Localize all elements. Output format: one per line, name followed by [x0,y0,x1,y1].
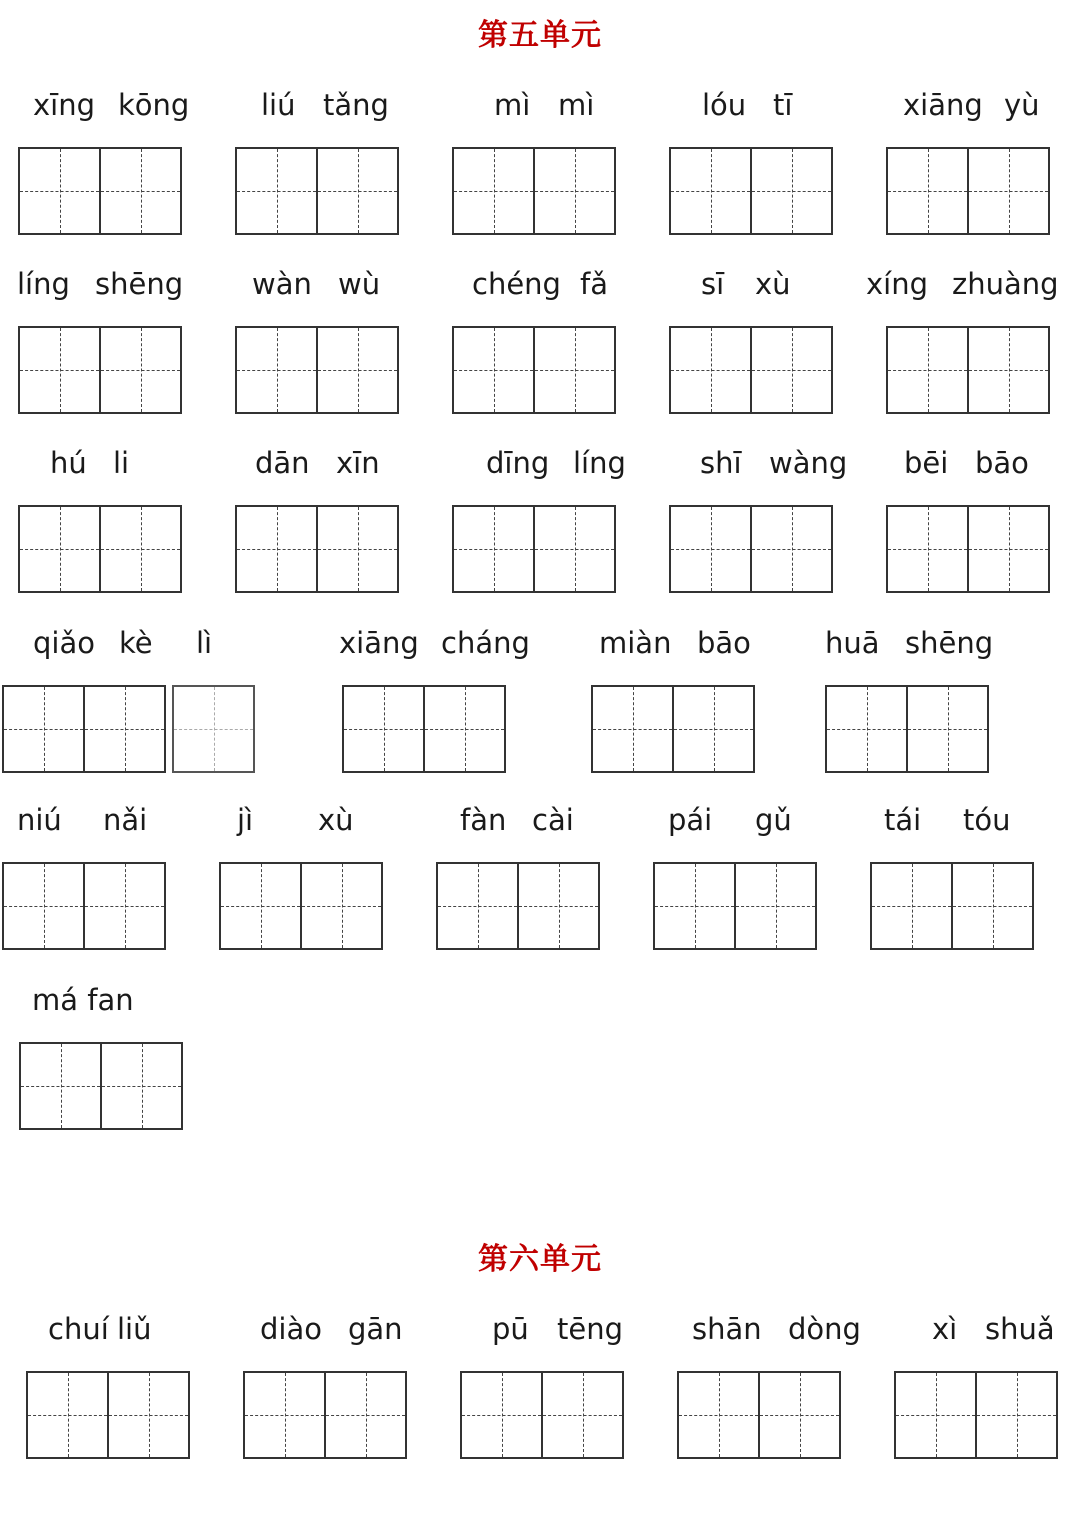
tian-grid-box[interactable] [533,147,616,235]
tian-grid-box[interactable] [324,1371,407,1459]
pinyin-syllable: fàn [460,803,507,837]
pinyin-syllable: shī [700,446,742,480]
tian-grid-box[interactable] [452,505,535,593]
pinyin-syllable: shuǎ [985,1312,1055,1346]
pinyin-syllable: chéng [472,267,561,301]
writing-boxes [19,1042,183,1130]
tian-grid-box[interactable] [235,147,318,235]
pinyin-syllable: gān [348,1312,403,1346]
writing-boxes [460,1371,624,1459]
tian-grid-box[interactable] [653,862,736,950]
pinyin-syllable: nǎi [103,803,148,837]
tian-grid-box[interactable] [342,685,425,773]
tian-grid-box[interactable] [825,685,908,773]
tian-grid-box[interactable] [452,326,535,414]
tian-grid-box[interactable] [243,1371,326,1459]
pinyin-syllable: líng [573,446,626,480]
pinyin-syllable: sī [701,267,725,301]
pinyin-syllable: tái [884,803,922,837]
tian-grid-box[interactable] [99,505,182,593]
tian-grid-box[interactable] [107,1371,190,1459]
pinyin-syllable: dīng [486,446,550,480]
tian-grid-box[interactable] [967,326,1050,414]
pinyin-syllable: xù [318,803,354,837]
pinyin-syllable: xiāng [903,88,983,122]
pinyin-syllable: dān [255,446,310,480]
tian-grid-box[interactable] [99,326,182,414]
tian-grid-box[interactable] [2,685,85,773]
tian-grid-box[interactable] [18,326,101,414]
tian-grid-box[interactable] [533,326,616,414]
tian-grid-box[interactable] [967,505,1050,593]
pinyin-syllable: xīn [336,446,380,480]
pinyin-syllable: mì [494,88,531,122]
writing-boxes [18,147,182,235]
tian-grid-box[interactable] [951,862,1034,950]
pinyin-syllable: huā [825,626,880,660]
tian-grid-box[interactable] [894,1371,977,1459]
pinyin-syllable: xīng [33,88,96,122]
tian-grid-box[interactable] [541,1371,624,1459]
pinyin-syllable: jì [237,803,254,837]
pinyin-syllable: pū [492,1312,529,1346]
pinyin-syllable: xiāng [339,626,419,660]
pinyin-syllable: hú [50,446,87,480]
unit-6-title: 第六单元 [478,1242,602,1277]
pinyin-syllable: cháng [441,626,530,660]
pinyin-syllable: diào [260,1312,322,1346]
pinyin-syllable: shēng [95,267,184,301]
pinyin-syllable: xíng [866,267,929,301]
tian-grid-box[interactable] [235,505,318,593]
pinyin-syllable: tēng [557,1312,624,1346]
tian-grid-box[interactable] [219,862,302,950]
pinyin-syllable: niú [17,803,62,837]
pinyin-syllable: bēi [904,446,949,480]
pinyin-syllable: cài [532,803,574,837]
writing-boxes [235,326,399,414]
tian-grid-box[interactable] [235,326,318,414]
writing-boxes [18,505,182,593]
tian-grid-box[interactable] [460,1371,543,1459]
pinyin-syllable: kōng [118,88,190,122]
tian-grid-box[interactable] [316,505,399,593]
pinyin-syllable: lóu [702,88,747,122]
writing-boxes [219,862,383,950]
tian-grid-box[interactable] [669,505,752,593]
tian-grid-box[interactable] [750,326,833,414]
pinyin-syllable: zhuàng [952,267,1059,301]
tian-grid-box[interactable] [316,326,399,414]
pinyin-syllable: tóu [963,803,1011,837]
tian-grid-box[interactable] [672,685,755,773]
tian-grid-box[interactable] [758,1371,841,1459]
tian-grid-box[interactable] [83,862,166,950]
writing-boxes [669,326,833,414]
writing-boxes [886,326,1050,414]
pinyin-syllable: tī [773,88,793,122]
writing-boxes [669,505,833,593]
writing-boxes [2,685,255,773]
writing-boxes [243,1371,407,1459]
pinyin-syllable: xù [755,267,791,301]
pinyin-syllable: tǎng [323,88,389,122]
tian-grid-box[interactable] [886,505,969,593]
tian-grid-box[interactable] [750,505,833,593]
pinyin-syllable: wàng [769,446,848,480]
tian-grid-box[interactable] [26,1371,109,1459]
pinyin-syllable: líng [17,267,70,301]
writing-boxes [436,862,600,950]
unit-5-title: 第五单元 [478,18,602,53]
pinyin-syllable: yù [1004,88,1040,122]
pinyin-syllable: pái [668,803,713,837]
tian-grid-box[interactable] [100,1042,183,1130]
pinyin-syllable: liǔ [117,1312,152,1346]
pinyin-syllable: fǎ [580,267,608,301]
tian-grid-box[interactable] [99,147,182,235]
tian-grid-box[interactable] [677,1371,760,1459]
tian-grid-box[interactable] [533,505,616,593]
writing-boxes [452,505,616,593]
pinyin-syllable: dòng [788,1312,861,1346]
pinyin-syllable: bāo [975,446,1029,480]
writing-boxes [452,147,616,235]
writing-boxes [825,685,989,773]
tian-grid-box[interactable] [19,1042,102,1130]
pinyin-syllable: lì [196,626,213,660]
tian-grid-box[interactable] [452,147,535,235]
tian-grid-box[interactable] [906,685,989,773]
writing-boxes [235,505,399,593]
writing-boxes [870,862,1034,950]
pinyin-syllable: wàn [252,267,312,301]
writing-boxes [653,862,817,950]
tian-grid-box[interactable] [886,326,969,414]
pinyin-syllable: bāo [697,626,751,660]
tian-grid-box[interactable] [870,862,953,950]
tian-grid-box[interactable] [669,326,752,414]
tian-grid-box[interactable] [436,862,519,950]
tian-grid-box[interactable] [423,685,506,773]
pinyin-syllable: chuí [48,1312,109,1346]
writing-boxes [886,505,1050,593]
tian-grid-box[interactable] [83,685,166,773]
tian-grid-box[interactable] [967,147,1050,235]
tian-grid-box[interactable] [517,862,600,950]
pinyin-syllable: xì [932,1312,958,1346]
pinyin-syllable: qiǎo [33,626,95,660]
pinyin-syllable: kè [119,626,153,660]
writing-boxes [677,1371,841,1459]
writing-boxes [342,685,506,773]
writing-boxes [26,1371,190,1459]
writing-boxes [452,326,616,414]
tian-grid-box[interactable] [669,147,752,235]
tian-grid-box[interactable] [172,685,255,773]
pinyin-syllable: gǔ [755,803,792,837]
tian-grid-box[interactable] [975,1371,1058,1459]
writing-boxes [18,326,182,414]
pinyin-syllable: liú [261,88,296,122]
writing-boxes [886,147,1050,235]
tian-grid-box[interactable] [591,685,674,773]
writing-boxes [669,147,833,235]
pinyin-syllable: shān [692,1312,762,1346]
tian-grid-box[interactable] [2,862,85,950]
writing-boxes [591,685,755,773]
tian-grid-box[interactable] [886,147,969,235]
tian-grid-box[interactable] [316,147,399,235]
writing-boxes [2,862,166,950]
writing-boxes [235,147,399,235]
tian-grid-box[interactable] [18,147,101,235]
pinyin-syllable: má fan [32,983,134,1017]
writing-boxes [894,1371,1058,1459]
tian-grid-box[interactable] [750,147,833,235]
tian-grid-box[interactable] [300,862,383,950]
pinyin-syllable: mì [558,88,595,122]
pinyin-syllable: shēng [905,626,994,660]
tian-grid-box[interactable] [18,505,101,593]
pinyin-syllable: miàn [599,626,672,660]
pinyin-syllable: wù [338,267,381,301]
tian-grid-box[interactable] [734,862,817,950]
pinyin-syllable: li [113,446,130,480]
